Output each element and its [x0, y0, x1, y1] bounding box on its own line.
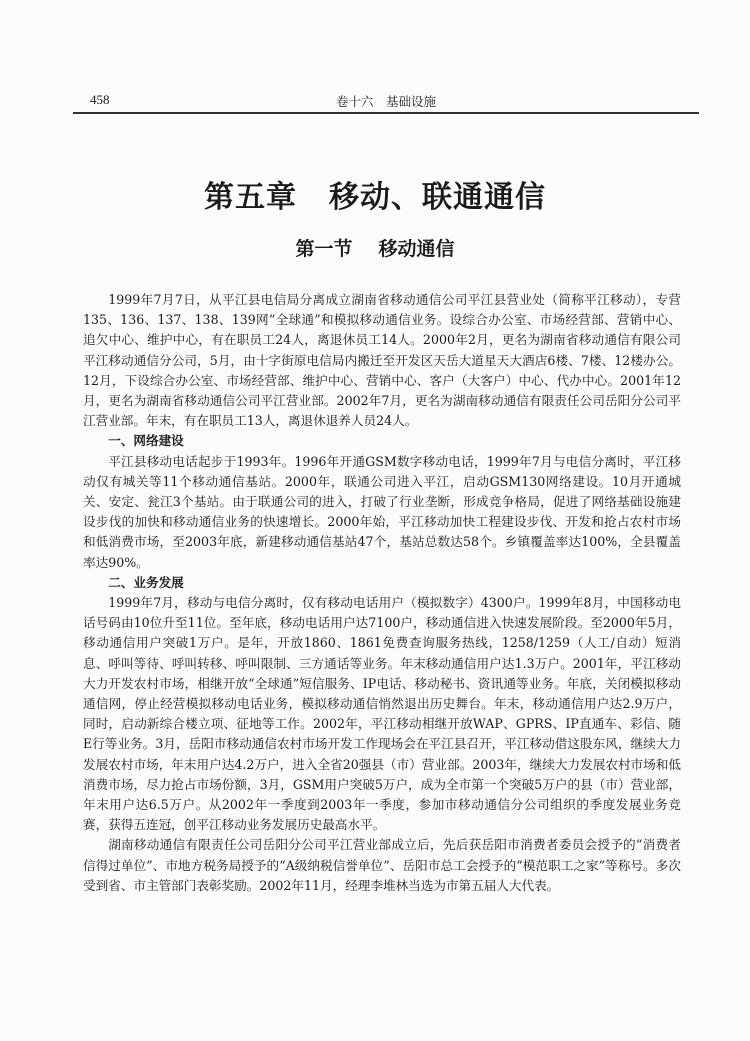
body-text	[83, 290, 681, 896]
chapter-title	[0, 172, 750, 216]
chapter-number: 第五章	[204, 180, 297, 215]
section-number: 第一节	[295, 238, 353, 260]
section-name: 移动通信	[378, 238, 455, 260]
subheading-business: 二、业务发展	[108, 574, 184, 590]
section-title	[0, 234, 750, 261]
chapter-name: 移动、联通通信	[329, 180, 546, 215]
paragraph-honors: 湖南移动通信有限责任公司岳阳分公司平江营业部成立后，先后获岳阳市消费者委员会授予的“消费者信得过单位”、市地方税务局授予的“A级纳税信誉单位”、岳阳市总工会授予的“模范职工之家”等称号。多次受到省、市主管部门表彰奖励。2002年11月，经理李堆林当选为市第五届人大代表。	[83, 837, 681, 893]
page-number: 458	[90, 92, 110, 107]
header-rule	[73, 112, 699, 114]
paragraph-business: 1999年7月，移动与电信分离时，仅有移动电话用户（模拟数字）4300户。1999年8月，中国移动电话号码由10位升至11位。至年底，移动电话用户达7100户，移动通信进入快速发展阶段。至2000年5月，移动通信用户突破1万户。是年，开放1860、1861免费查询服务热线，1258/1259（人工/自动）短消息、呼叫等待、呼叫转移、呼叫限制、三方通话等业务。年末移动通信用户达1.3万户。2001年，平江移动大力开发农村市场，相继开放“全球通”短信服务、IP电话、移动秘书、资讯通等业务。年底，关闭模拟移动通信网，停止经营模拟移动电话业务，模拟移动通信悄然退出历史舞台。年末，移动通信用户达2.9万户，同时，启动新综合楼立项、征地等工作。2002年，平江移动相继开放WAP、GPRS、IP直通车、彩信、随E行等业务。3月，岳阳市移动通信农村市场开发工作现场会在平江县召开，平江移动借这股东风，继续大力发展农村市场，年末用户达4.2万户，进入全省20强县（市）营业部。2003年，继续大力发展农村市场和低消费市场，尽力抢占市场份额，3月，GSM用户突破5万户，成为全市第一个突破5万户的县（市）营业部，年末用户达6.5万户。从2002年一季度到2003年一季度，参加市移动通信分公司组织的季度发展业务竞赛，获得五连冠，创平江移动业务发展历史最高水平。	[83, 595, 681, 833]
page-header	[73, 92, 699, 110]
paragraph-network: 平江县移动电话起步于1993年。1996年开通GSM数字移动电话，1999年7月与电信分离时，平江移动仅有城关等11个移动通信基站。2000年，联通公司进入平江，启动GSM130网络建设。10月开通城关、安定、瓮江3个基站。由于联通公司的进入，打破了行业垄断，形成竞争格局，促进了网络基础设施建设步伐的加快和移动通信业务的快速增长。2000年始，平江移动加快工程建设步伐、开发和抢占农村市场和低消费市场，至2003年底，新建移动通信基站47个，基站总数达58个。乡镇覆盖率达100%，全县覆盖率达90%。	[83, 453, 681, 570]
paragraph-intro: 1999年7月7日，从平江县电信局分离成立湖南省移动通信公司平江县营业处（简称平江移动），专营135、136、137、138、139网“全球通”和模拟移动通信业务。设综合办公室、市场经营部、营销中心、追欠中心、维护中心，有在职员工24人，离退休员工14人。2000年2月，更名为湖南省移动通信有限公司平江移动通信分公司，5月，由十字街原电信局内搬迁至开发区天岳大道星天大酒店6楼、7楼、12楼办公。12月，下设综合办公室、市场经营部、维护中心、营销中心、客户（大客户）中心、代办中心。2001年12月，更名为湖南省移动通信公司平江营业部。2002年7月，更名为湖南移动通信有限责任公司岳阳分公司平江营业部。年末，有在职员工13人，离退休退养人员24人。	[83, 292, 681, 429]
running-head: 卷十六 基础设施	[335, 94, 436, 109]
subheading-network: 一、网络建设	[108, 433, 184, 449]
